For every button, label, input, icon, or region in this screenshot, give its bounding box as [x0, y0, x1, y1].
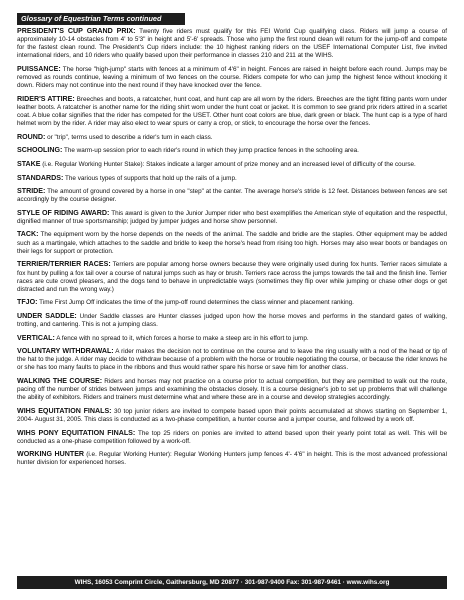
entry-text: (i.e. Regular Working Hunter): Regular Working Hunters jump fences 4'- 4'6" in height. This is the most advanced professional hunter division for experienced horses.: [17, 451, 447, 467]
entry-working-hunter: [17, 450, 447, 467]
glossary-content: [17, 27, 447, 472]
entry-walking-the-course: [17, 377, 447, 402]
entry-term: SCHOOLING:: [17, 146, 63, 155]
entry-term: WORKING HUNTER: [17, 450, 85, 459]
entry-voluntary-withdrawal: [17, 347, 447, 372]
entry-term: STRIDE:: [17, 187, 46, 196]
entry-puissance: [17, 65, 447, 90]
entry-schooling: [17, 146, 447, 155]
entry-term: WALKING THE COURSE:: [17, 377, 103, 386]
entry-text: (i.e. Regular Working Hunter Stake): Stakes indicate a larger amount of prize money and an increased level of difficulty of the course.: [40, 160, 416, 168]
entry-text: Twenty five riders must qualify for this FEI World Cup qualifying class. Riders will jump a course of approximately 10-14 obstacles from 4' to 5'3" in height and 5'-6' spreads. Those who jump the first round clean will return for the jump-off and compete for the fastest clean round. The President's Cup riders include: the 10 highest ranking riders on the USEF International Computer List, five invited international riders, and 10 riders who qualify based upon their performance in classes 210 and 211 at the WIHS.: [17, 28, 447, 60]
entry-text: 30 top junior riders are invited to compete based upon their points accumulated at shows starting on September 1, 2004- August 31, 2005. This class is conducted as a two-phase competition, a hunter course and a jumper course, and followed by a work off.: [17, 407, 447, 424]
entry-text: or "trip", terms used to describe a rider's turn in each class.: [45, 133, 213, 141]
entry-term: PUISSANCE:: [17, 65, 61, 74]
entry-round: [17, 133, 447, 142]
entry-term: STANDARDS:: [17, 173, 64, 182]
entry-term: UNDER SADDLE:: [17, 311, 77, 320]
entry-text: Under Saddle classes are Hunter classes judged upon how the horse moves and performs in the standard gates of walking, trotting, and cantering. This is not a jumping class.: [17, 312, 447, 329]
entry-term: RIDER'S ATTIRE:: [17, 94, 75, 103]
entry-text: Terriers are popular among horse owners because they were originally used during fox hunts. Terrier races simulate a fox hunt by pulling a fox tail over a course of natural jumps such as hay or brush. Terriers race across the jumps towards the tail and the finish line. Terrier races are cute crowd pleasers, and the dogs tend to behave in unpredictable ways (sometimes they flip over while jumping or chase other dogs or get distracted and run the wrong way.): [17, 261, 447, 293]
entry-tfjo: [17, 298, 447, 307]
entry-text: Breeches and boots, a ratcatcher, hunt coat, and hunt cap are all worn by the riders. Breeches are the tight fitting pants worn under leather boots. A ratcatcher is another name for the riding shirt worn under the hunt coat or jacket. It is common to see grand prix riders attired in a scarlet coat. A blue collar signifies that the rider has competed for the USET. Other hunt coat colors are blue, dark green or black. The hunt cap is a type of hard helmet worn by the rider. A rider may also elect to wear spurs or carry a crop, or stick, to encourage the horse over the fences.: [17, 95, 447, 128]
entry-term: STAKE: [17, 159, 41, 168]
entry-standards: [17, 174, 447, 183]
entry-wihs-equitation-finals: [17, 407, 447, 424]
entry-style-of-riding-award: [17, 209, 447, 226]
entry-text: The warm-up session prior to each rider's round in which they jump practice fences in the schooling area.: [62, 147, 359, 155]
entry-under-saddle: [17, 312, 447, 329]
entry-term: WIHS EQUITATION FINALS:: [17, 406, 112, 415]
entry-term: VOLUNTARY WITHDRAWAL:: [17, 347, 114, 356]
entry-text: The amount of ground covered by a horse in one "step" at the canter. The average horse's stride is 12 feet. Distances between fences are set accordingly by the course designer.: [17, 188, 447, 204]
entry-text: Time First Jump Off indicates the time of the jump-off round determines the class winner and placement ranking.: [37, 299, 354, 307]
entry-text: This award is given to the Junior Jumper rider who best exemplifies the American style of equitation and the respectful, dignified manner of true sportsmanship; judged by jumper judges and horse show personnel.: [17, 209, 447, 225]
entry-stake: [17, 160, 447, 169]
footer-contact-bar: WIHS, 16053 Comprint Circle, Gaithersburg, MD 20877 · 301-987-9400 Fax: 301-987-9461 · www.wihs.org: [17, 576, 447, 589]
entry-term: TFJO:: [17, 298, 38, 307]
entry-wihs-pony-equitation-finals: [17, 429, 447, 446]
section-header: Glossary of Equestrian Terms continued: [17, 13, 185, 25]
entry-term: ROUND:: [17, 132, 46, 141]
entry-term: PRESIDENT'S CUP GRAND PRIX:: [17, 27, 136, 35]
entry-term: WIHS PONY EQUITATION FINALS:: [17, 428, 136, 437]
entry-tack: [17, 230, 447, 255]
entry-text: A fence with no spread to it, which forces a horse to make a steep arc in his effort to jump.: [54, 334, 309, 342]
entry-vertical: [17, 334, 447, 343]
entry-term: STYLE OF RIDING AWARD:: [17, 208, 110, 217]
entry-term: TACK:: [17, 230, 39, 239]
entry-text: The equipment worn by the horse depends on the needs of the animal. The saddle and bridle are the staples. Other equipment may be added such as a martingale, which attaches to the saddle and bridle to keep the horse's head from rising too high. Horses may also wear boots or bandages on their legs for support or protection.: [17, 231, 447, 255]
entry-presidents-cup-grand-prix: [17, 27, 447, 61]
entry-text: The horse "high-jump" starts with fences at a minimum of 4'6" in height. Fences are raised in height before each round. Jumps may be removed as rounds continue, leaving a minimum of two fences on the course. Riders compete for who can jump the highest fence without knocking it down. Riders may not continue into the next round if they have knocked over the fence.: [17, 66, 447, 90]
entry-terrier-races: [17, 260, 447, 294]
entry-stride: [17, 187, 447, 204]
entry-riders-attire: [17, 95, 447, 129]
entry-text: The top 25 riders on ponies are invited to attend based upon their yearly point total as well. This will be conducted as a one-phase competition followed by a work-off.: [17, 429, 447, 445]
entry-text: Riders and horses may not practice on a course prior to actual competition, but they are permitted to walk out the route, pacing off the number of strides between jumps and examining the obstacles closely. It is a course designer's job to set up problems that will challenge the ability of exhibitors. Riders and trainers must determine what and where these are in a course and develop strategies accordingly.: [17, 378, 447, 402]
entry-term: TERRIER/TERRIER RACES:: [17, 260, 111, 269]
entry-text: A rider makes the decision not to continue on the course and to leave the ring usually with a nod of the head or tip of the hat to the judge. A rider may decide to withdraw because of a problem with the horse or trouble negotiating the course, or because the rider knows he or she has too many faults to place in the ribbons and thus would rather spare his horse or save him for another class.: [17, 348, 447, 372]
entry-term: VERTICAL:: [17, 333, 55, 342]
entry-text: The various types of supports that hold up the rails of a jump.: [63, 174, 237, 182]
